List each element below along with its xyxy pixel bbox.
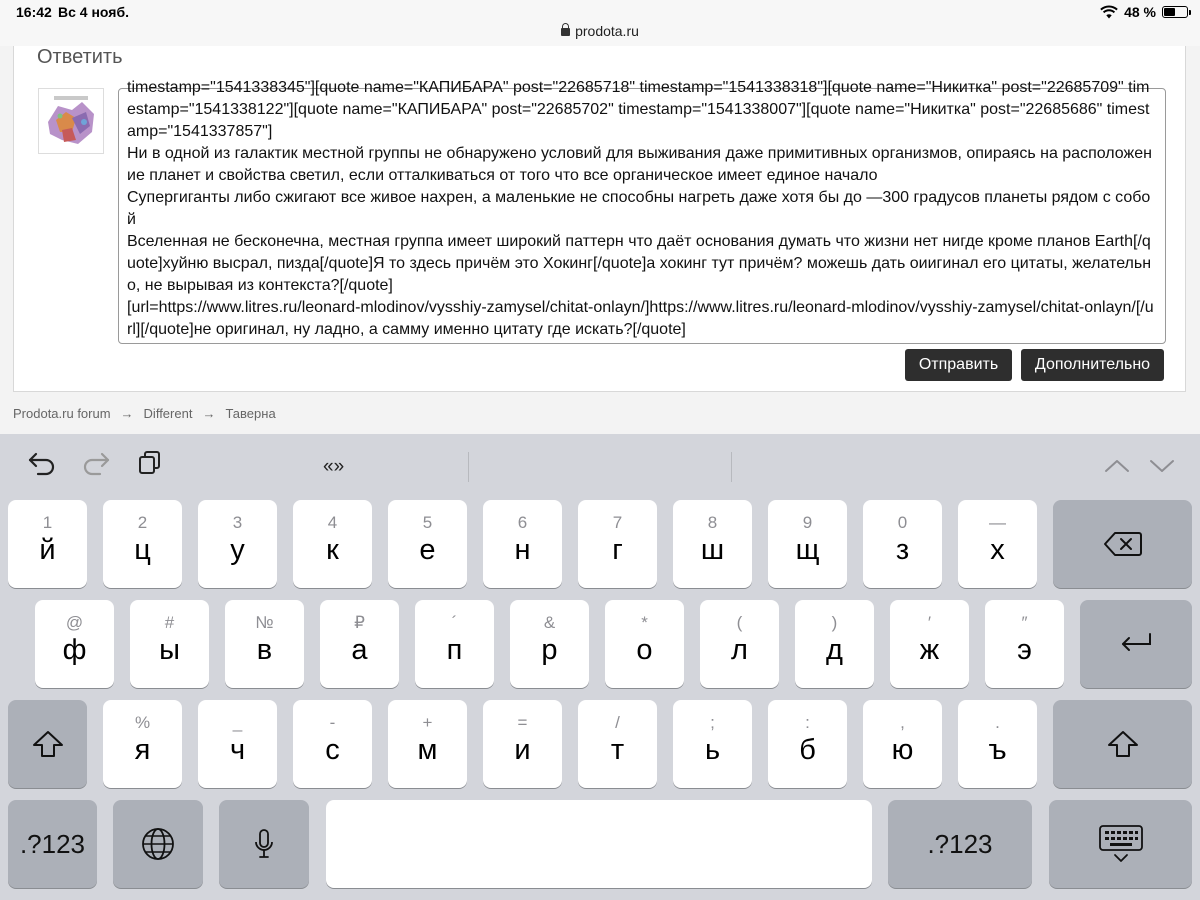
key-secondary-label: — <box>989 513 1006 532</box>
key-secondary-label: № <box>255 613 274 632</box>
letter-key[interactable] <box>510 600 589 688</box>
more-options-button[interactable]: Дополнительно <box>1021 349 1164 381</box>
letter-key[interactable] <box>795 600 874 688</box>
keyboard-shortcut-bar <box>0 434 1200 494</box>
letter-key[interactable] <box>8 500 87 588</box>
key-primary-label: б <box>799 734 816 766</box>
key-secondary-label: ″ <box>1021 613 1028 632</box>
key-secondary-label: ( <box>736 613 743 632</box>
key-primary-label: н <box>514 534 531 566</box>
key-secondary-label: , <box>900 713 905 732</box>
key-primary-label: д <box>826 634 843 666</box>
key-primary-label: л <box>731 634 748 666</box>
address-bar[interactable] <box>0 23 1200 39</box>
key-primary-label: з <box>895 534 910 566</box>
key-primary-label: т <box>610 734 625 766</box>
letter-key[interactable] <box>768 500 847 588</box>
breadcrumb-item-different[interactable]: Different <box>143 406 193 421</box>
key-secondary-label: 5 <box>422 513 433 532</box>
key-primary-label: ц <box>134 534 151 566</box>
paste-icon[interactable] <box>138 450 162 476</box>
key-secondary-label: @ <box>65 613 84 632</box>
numbers-key-left[interactable] <box>8 800 97 888</box>
key-secondary-label: 1 <box>42 513 53 532</box>
key-primary-label: г <box>612 534 623 566</box>
letter-key[interactable] <box>103 500 182 588</box>
redo-icon[interactable] <box>82 450 110 476</box>
letter-key[interactable] <box>483 700 562 788</box>
letter-key[interactable] <box>578 700 657 788</box>
letter-key[interactable] <box>388 700 467 788</box>
breadcrumb-item-forum[interactable]: Prodota.ru forum <box>13 406 111 421</box>
key-primary-label: э <box>1017 634 1032 666</box>
key-secondary-label: 4 <box>327 513 338 532</box>
letter-key[interactable] <box>388 500 467 588</box>
toolbar-divider <box>731 452 732 482</box>
lock-icon <box>561 28 570 36</box>
numbers-key-right[interactable] <box>888 800 1032 888</box>
return-key[interactable] <box>1080 600 1192 688</box>
backspace-icon <box>1103 531 1143 557</box>
letter-key[interactable] <box>103 700 182 788</box>
reply-textarea[interactable] <box>118 79 1166 344</box>
shift-icon <box>1107 730 1139 758</box>
letter-key[interactable] <box>293 700 372 788</box>
dictation-key[interactable] <box>219 800 309 888</box>
key-secondary-label: : <box>805 713 810 732</box>
key-primary-label: ж <box>919 634 940 666</box>
return-icon <box>1119 632 1153 656</box>
letter-key[interactable] <box>35 600 114 688</box>
send-button[interactable]: Отправить <box>905 349 1012 381</box>
letter-key[interactable] <box>578 500 657 588</box>
key-secondary-label: ′ <box>927 613 932 632</box>
key-primary-label: ч <box>229 734 246 766</box>
letter-key[interactable] <box>768 700 847 788</box>
forum-page <box>0 46 1200 434</box>
letter-key[interactable] <box>605 600 684 688</box>
key-secondary-label: % <box>134 713 151 732</box>
key-primary-label: р <box>541 634 558 666</box>
letter-key[interactable] <box>863 700 942 788</box>
quotes-suggestion[interactable]: «» <box>323 456 345 477</box>
undo-icon[interactable] <box>28 450 56 476</box>
key-primary-label: я <box>134 734 151 766</box>
key-primary-label: и <box>514 734 531 766</box>
breadcrumb-separator: → <box>120 406 134 421</box>
reply-text: timestamp="1541338345"][quote name="КАПИБАРА" post="22685718" timestamp="1541338318"][quote name="Никитка" post="22685709" timestamp="1541338122"][quote name="КАПИБАРА" post="22685702" timestamp="1541338007"][quote name="Никитка" post="22685686" timestamp="1541337857"] Ни в одной из галактик местной группы не обнаружено условий для выживания даже примитивных организмов, опираясь на расположение планет и свойства светил, если отталкиваться от того что все органическое имеет единое начало Супергиганты либо сжигают все живое нахрен, а маленькие не способны нагреть даже хотя бы до —300 градусов планеты рядом с собой Вселенная не бесконечна, местная группа имеет широкий паттерн что даёт основания думать что жизни нет нигде кроме планов Earth[/quote]хуйню высрал, пизда[/quote]Я то здесь причём это Хокинг[/quote]а хокинг тут причём? можешь дать оиигинал его цитаты, желательно, не вырывая из контекста?[/quote] [url=https://www.litres.ru/leonard-mlodinov/vysshiy-zamysel/chitat-onlayn/]https://www.litres.ru/leonard-mlodinov/vysshiy-zamysel/chitat-onlayn/[/url][/quote]не оригинал, ну ладно, а самму именно цитату где искать?[/quote] <box>127 79 1154 338</box>
status-time: 16:42 <box>16 4 52 20</box>
numbers-key-label: .?123 <box>927 828 993 859</box>
key-secondary-label: . <box>995 713 1000 732</box>
key-primary-label: ш <box>700 534 725 566</box>
chevron-down-icon[interactable] <box>1148 458 1176 474</box>
backspace-key[interactable] <box>1053 500 1192 588</box>
battery-icon <box>1162 6 1188 18</box>
microphone-icon <box>253 828 275 860</box>
key-primary-label: с <box>325 734 340 766</box>
key-secondary-label: 0 <box>897 513 908 532</box>
reply-title: Ответить <box>37 46 123 68</box>
key-secondary-label: = <box>517 713 528 732</box>
letter-key[interactable] <box>673 500 752 588</box>
key-secondary-label: & <box>543 613 556 632</box>
key-secondary-label: 8 <box>707 513 718 532</box>
space-key[interactable] <box>326 800 872 888</box>
key-primary-label: о <box>636 634 653 666</box>
breadcrumb <box>13 406 276 421</box>
letter-key[interactable] <box>293 500 372 588</box>
key-secondary-label: ₽ <box>354 613 365 632</box>
key-primary-label: м <box>417 734 438 766</box>
key-primary-label: к <box>326 534 339 566</box>
status-date: Вс 4 нояб. <box>58 4 129 20</box>
key-secondary-label: 6 <box>517 513 528 532</box>
breadcrumb-separator: → <box>202 406 216 421</box>
key-secondary-label: 3 <box>232 513 243 532</box>
key-primary-label: ю <box>891 734 914 766</box>
key-secondary-label: # <box>164 613 175 632</box>
letter-key[interactable] <box>958 500 1037 588</box>
letter-key[interactable] <box>198 700 277 788</box>
key-secondary-label: 2 <box>137 513 148 532</box>
toolbar-divider <box>468 452 469 482</box>
chevron-up-icon[interactable] <box>1103 458 1131 474</box>
letter-key[interactable] <box>863 500 942 588</box>
letter-key[interactable] <box>225 600 304 688</box>
shift-key-left[interactable] <box>8 700 87 788</box>
letter-key[interactable] <box>415 600 494 688</box>
globe-key[interactable] <box>113 800 203 888</box>
key-secondary-label: - <box>329 713 336 732</box>
key-primary-label: х <box>990 534 1005 566</box>
key-secondary-label: ; <box>710 713 715 732</box>
letter-key[interactable] <box>958 700 1037 788</box>
key-secondary-label: 9 <box>802 513 813 532</box>
key-primary-label: у <box>230 534 245 566</box>
status-indicators <box>1100 4 1188 20</box>
key-primary-label: ы <box>159 634 180 666</box>
status-bar <box>0 0 1200 46</box>
numbers-key-label: .?123 <box>19 828 86 859</box>
wifi-icon <box>1100 6 1118 19</box>
avatar-image <box>42 92 100 150</box>
battery-percent: 48 % <box>1124 4 1156 20</box>
letter-key[interactable] <box>198 500 277 588</box>
breadcrumb-item-tavern[interactable]: Таверна <box>225 406 276 421</box>
globe-icon <box>141 827 175 861</box>
on-screen-keyboard <box>0 434 1200 900</box>
key-primary-label: щ <box>795 534 820 566</box>
key-primary-label: ъ <box>988 734 1007 766</box>
key-primary-label: е <box>419 534 436 566</box>
letter-key[interactable] <box>320 600 399 688</box>
letter-key[interactable] <box>130 600 209 688</box>
key-primary-label: в <box>256 634 273 666</box>
key-secondary-label: 7 <box>612 513 623 532</box>
key-secondary-label: ) <box>831 613 838 632</box>
key-secondary-label: ´ <box>451 613 458 632</box>
url-text: prodota.ru <box>575 23 639 39</box>
key-primary-label: ь <box>704 734 721 766</box>
avatar <box>38 88 104 154</box>
key-secondary-label: * <box>641 613 648 632</box>
letter-key[interactable] <box>890 600 969 688</box>
key-primary-label: а <box>351 634 368 666</box>
letter-key[interactable] <box>673 700 752 788</box>
key-secondary-label: + <box>422 713 433 732</box>
key-primary-label: ф <box>62 634 87 666</box>
letter-key[interactable] <box>483 500 562 588</box>
hide-keyboard-key[interactable] <box>1049 800 1192 888</box>
key-primary-label: п <box>446 634 463 666</box>
keyboard-hide-icon <box>1098 824 1144 864</box>
key-secondary-label: / <box>615 713 620 732</box>
shift-icon <box>32 730 64 758</box>
letter-key[interactable] <box>985 600 1064 688</box>
shift-key-right[interactable] <box>1053 700 1192 788</box>
key-primary-label: й <box>39 534 56 566</box>
letter-key[interactable] <box>700 600 779 688</box>
key-secondary-label: _ <box>232 713 243 732</box>
reply-box <box>13 46 1186 392</box>
